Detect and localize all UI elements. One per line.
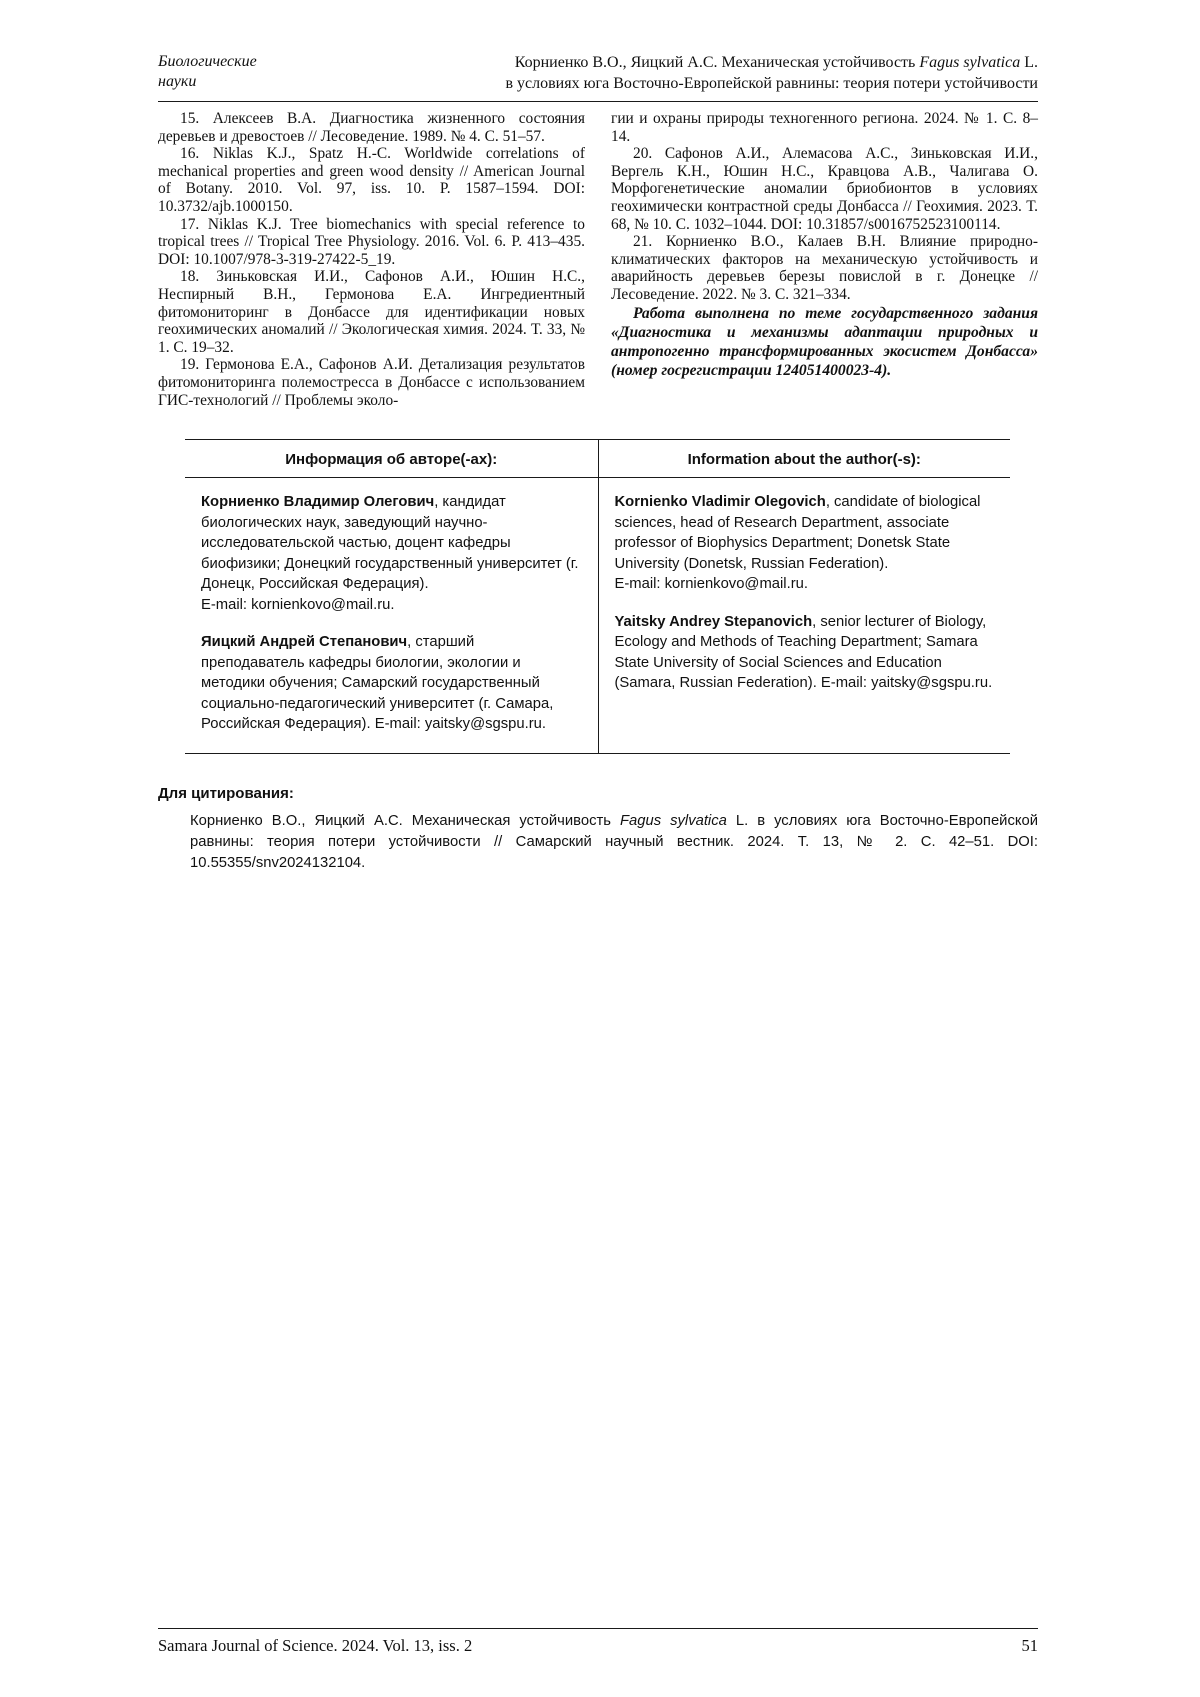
author-2-ru — [201, 632, 582, 735]
section-title-line1: Биологические — [158, 53, 257, 70]
authors-cell-en — [598, 478, 1011, 753]
table-header-ru: Информация об авторе(-ах): — [185, 440, 598, 478]
citation-pre: Корниенко В.О., Яицкий А.С. Механическая устойчивость — [190, 812, 620, 829]
running-head — [158, 52, 1038, 102]
species-name-italic: Fagus sylvatica — [919, 54, 1021, 71]
author-2-en — [615, 612, 995, 694]
author-2-en-affiliation: , senior lecturer of Biology, Ecology and Methods of Teaching Department; Samara State University of Social Sciences and Education (Samara, Russian Federation). E-mail: yaitsky@sgspu.ru. — [614, 613, 993, 692]
authors-cell-ru — [185, 478, 598, 753]
article-running-title — [297, 52, 1038, 94]
section-title — [158, 52, 257, 92]
reference-item-20: 20. Сафонов А.И., Алемасова А.С., Зиньковская И.И., Вергель К.Н., Юшин Н.С., Кравцова А.В., Чалигава О. Морфогенетические аномалии бриобионтов в условиях геохимически контрастной среды Донбасса // Геохимия. 2023. Т. 68, № 10. С. 1032–1044. DOI: 10.31857/s0016752523100114. — [611, 145, 1038, 233]
reference-item-17: 17. Niklas K.J. Tree biomechanics with special reference to tropical trees // Tropical Tree Physiology. 2016. Vol. 6. P. 413–435. DOI: 10.1007/978-3-319-27422-5_19. — [158, 215, 585, 268]
running-title-post: L. — [1020, 54, 1038, 71]
page-footer — [158, 1628, 1038, 1656]
author-1-ru-email: E-mail: kornienkovo@mail.ru. — [201, 596, 395, 613]
author-2-ru-affiliation: , старший преподаватель кафедры биологии, экологии и методики обучения; Самарский государственный социально-педагогический университет (г. Самара, Российская Федерация). E-mail: yaitsky@sgspu.ru. — [201, 634, 554, 733]
reference-item-21: 21. Корниенко В.О., Калаев В.Н. Влияние природно-климатических факторов на механическую устойчивость и аварийность деревьев березы повислой в г. Донецке // Лесоведение. 2022. № 3. С. 321–334. — [611, 233, 1038, 303]
running-title-pre: Корниенко В.О., Яицкий А.С. Механическая устойчивость — [514, 54, 920, 71]
footer-page-number: 51 — [1021, 1636, 1038, 1655]
citation-post: L. в условиях юга Восточно-Европейской равнины: теория потери устойчивости // Самарский научный вестник. 2024. Т. 13, № 2. С. 42–51. DOI: 10.55355/snv2024132104. — [190, 812, 1038, 871]
citation-species-italic: Fagus sylvatica — [619, 812, 727, 829]
left-column — [158, 110, 585, 409]
author-2-en-name: Yaitsky Andrey Stepanovich — [614, 613, 813, 630]
section-title-line2: науки — [158, 73, 197, 90]
reference-item-16: 16. Niklas K.J., Spatz H.-C. Worldwide correlations of mechanical properties and green wood density // American Journal of Botany. 2010. Vol. 97, iss. 10. P. 1587–1594. DOI: 10.3732/ajb.1000150. — [158, 145, 585, 215]
author-1-en-name: Kornienko Vladimir Olegovich — [614, 494, 826, 511]
funding-statement: Работа выполнена по теме государственного задания «Диагностика и механизмы адаптации природных и антропогенно трансформированных экосистем Донбасса» (номер госрегистрации 124051400023-4). — [611, 304, 1038, 379]
author-1-ru-affiliation: , кандидат биологических наук, заведующий научно-исследовательской частью, доцент кафедры биофизики; Донецкий государственный университет (г. Донецк, Российская Федерация). — [201, 494, 579, 593]
author-1-ru-name: Корниенко Владимир Олегович — [201, 494, 435, 511]
author-1-en-email: E-mail: kornienkovo@mail.ru. — [614, 576, 808, 593]
authors-info-table — [185, 439, 1010, 754]
reference-item-19: 19. Гермонова Е.А., Сафонов А.И. Детализация результатов фитомониторинга полемостресса в Донбассе с использованием ГИС-технологий // Проблемы эколо- — [158, 356, 585, 409]
citation-text — [190, 811, 1038, 874]
footer-journal-title: Samara Journal of Science. 2024. Vol. 13, iss. 2 — [158, 1636, 473, 1655]
page-content — [158, 52, 1038, 874]
citation-label: Для цитирования: — [158, 784, 294, 802]
author-2-ru-name: Яицкий Андрей Степанович — [201, 634, 408, 651]
reference-item-19-continued: гии и охраны природы техногенного региона. 2024. № 1. С. 8–14. — [611, 110, 1038, 145]
reference-item-15: 15. Алексеев В.А. Диагностика жизненного состояния деревьев и древостоев // Лесоведение. 1989. № 4. С. 51–57. — [158, 110, 585, 145]
reference-item-18: 18. Зиньковская И.И., Сафонов А.И., Юшин Н.С., Неспирный В.Н., Гермонова Е.А. Ингредиентный фитомониторинг в Донбассе для идентификации новых геохимических аномалий // Экологическая химия. 2024. Т. 33, № 1. С. 19–32. — [158, 268, 585, 356]
author-1-en-affiliation: , candidate of biological sciences, head of Research Department, associate professor of Biophysics Department; Donetsk State University (Donetsk, Russian Federation). — [614, 494, 981, 572]
reference-columns — [158, 110, 1038, 409]
right-column — [611, 110, 1038, 409]
running-title-line1 — [297, 52, 1038, 73]
running-title-line2: в условиях юга Восточно-Европейской равнины: теория потери устойчивости — [505, 75, 1038, 92]
table-header-en: Information about the author(-s): — [598, 440, 1011, 478]
author-1-en — [615, 492, 995, 574]
author-1-ru — [201, 492, 582, 595]
citation-block — [158, 784, 1038, 874]
